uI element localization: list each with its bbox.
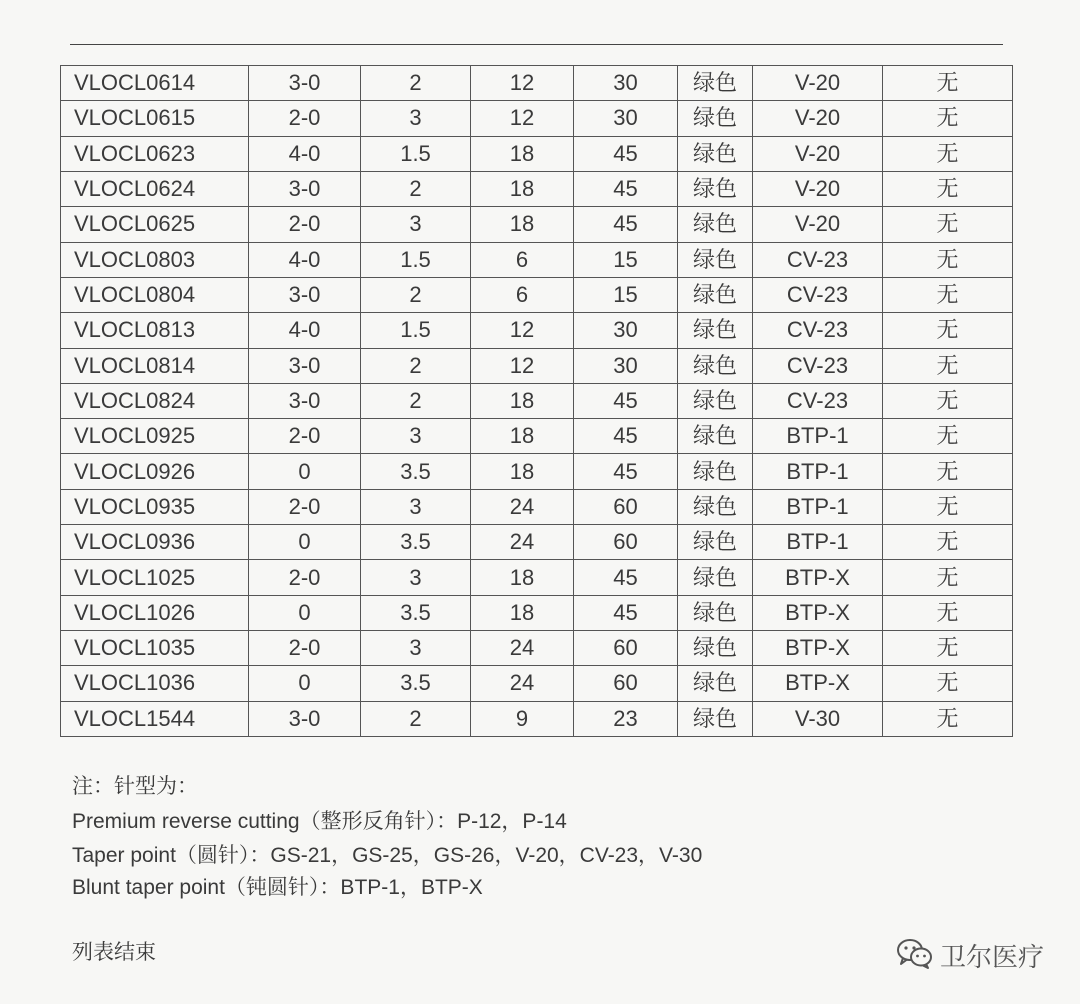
product-code-cell: VLOCL0935 bbox=[61, 489, 249, 524]
table-row bbox=[61, 348, 1013, 383]
usp-size-cell: 4-0 bbox=[249, 313, 361, 348]
needle-type-cell: CV-23 bbox=[753, 242, 883, 277]
note-line-cutting: Premium reverse cutting（整形反角针）：P-12，P-14 bbox=[72, 810, 567, 833]
value-cell-4: 18 bbox=[471, 136, 574, 171]
color-cell: 绿色 bbox=[678, 595, 753, 630]
needle-type-cell: CV-23 bbox=[753, 383, 883, 418]
value-cell-5: 45 bbox=[574, 136, 678, 171]
table-row bbox=[61, 242, 1013, 277]
value-cell-4: 18 bbox=[471, 171, 574, 206]
table-row bbox=[61, 313, 1013, 348]
value-cell-4: 18 bbox=[471, 419, 574, 454]
product-code-cell: VLOCL0623 bbox=[61, 136, 249, 171]
table-row bbox=[61, 277, 1013, 312]
product-table bbox=[60, 65, 1013, 737]
value-cell-5: 60 bbox=[574, 489, 678, 524]
usp-size-cell: 3-0 bbox=[249, 383, 361, 418]
value-cell-8: 无 bbox=[883, 277, 1013, 312]
table-row bbox=[61, 419, 1013, 454]
color-cell: 绿色 bbox=[678, 348, 753, 383]
metric-size-cell: 3.5 bbox=[361, 525, 471, 560]
value-cell-8: 无 bbox=[883, 631, 1013, 666]
color-cell: 绿色 bbox=[678, 207, 753, 242]
value-cell-5: 45 bbox=[574, 207, 678, 242]
usp-size-cell: 2-0 bbox=[249, 419, 361, 454]
value-cell-4: 18 bbox=[471, 560, 574, 595]
usp-size-cell: 3-0 bbox=[249, 171, 361, 206]
value-cell-4: 18 bbox=[471, 595, 574, 630]
usp-size-cell: 2-0 bbox=[249, 101, 361, 136]
note-line-taper: Taper point（圆针）：GS-21，GS-25，GS-26，V-20，CV-23，V-30 bbox=[72, 844, 703, 867]
needle-type-cell: BTP-1 bbox=[753, 489, 883, 524]
color-cell: 绿色 bbox=[678, 525, 753, 560]
metric-size-cell: 2 bbox=[361, 277, 471, 312]
value-cell-5: 45 bbox=[574, 560, 678, 595]
color-cell: 绿色 bbox=[678, 242, 753, 277]
value-cell-8: 无 bbox=[883, 454, 1013, 489]
table-body bbox=[61, 66, 1013, 737]
usp-size-cell: 0 bbox=[249, 525, 361, 560]
metric-size-cell: 3 bbox=[361, 101, 471, 136]
value-cell-8: 无 bbox=[883, 383, 1013, 418]
value-cell-5: 60 bbox=[574, 666, 678, 701]
needle-type-cell: CV-23 bbox=[753, 348, 883, 383]
value-cell-5: 15 bbox=[574, 277, 678, 312]
value-cell-8: 无 bbox=[883, 348, 1013, 383]
value-cell-5: 30 bbox=[574, 66, 678, 101]
value-cell-8: 无 bbox=[883, 242, 1013, 277]
color-cell: 绿色 bbox=[678, 454, 753, 489]
usp-size-cell: 2-0 bbox=[249, 489, 361, 524]
needle-type-cell: BTP-X bbox=[753, 631, 883, 666]
value-cell-8: 无 bbox=[883, 136, 1013, 171]
color-cell: 绿色 bbox=[678, 277, 753, 312]
value-cell-5: 30 bbox=[574, 348, 678, 383]
table-row bbox=[61, 454, 1013, 489]
metric-size-cell: 3 bbox=[361, 489, 471, 524]
product-code-cell: VLOCL0813 bbox=[61, 313, 249, 348]
metric-size-cell: 1.5 bbox=[361, 136, 471, 171]
value-cell-4: 6 bbox=[471, 242, 574, 277]
product-code-cell: VLOCL0804 bbox=[61, 277, 249, 312]
value-cell-4: 18 bbox=[471, 207, 574, 242]
value-cell-8: 无 bbox=[883, 666, 1013, 701]
product-code-cell: VLOCL0614 bbox=[61, 66, 249, 101]
value-cell-5: 30 bbox=[574, 101, 678, 136]
usp-size-cell: 0 bbox=[249, 595, 361, 630]
value-cell-4: 24 bbox=[471, 666, 574, 701]
usp-size-cell: 4-0 bbox=[249, 242, 361, 277]
needle-type-cell: CV-23 bbox=[753, 277, 883, 312]
product-code-cell: VLOCL0824 bbox=[61, 383, 249, 418]
value-cell-5: 60 bbox=[574, 525, 678, 560]
metric-size-cell: 3 bbox=[361, 560, 471, 595]
usp-size-cell: 2-0 bbox=[249, 631, 361, 666]
watermark-text: 卫尔医疗 bbox=[940, 941, 1045, 972]
table-row bbox=[61, 136, 1013, 171]
usp-size-cell: 2-0 bbox=[249, 560, 361, 595]
color-cell: 绿色 bbox=[678, 171, 753, 206]
product-code-cell: VLOCL0625 bbox=[61, 207, 249, 242]
product-code-cell: VLOCL0925 bbox=[61, 419, 249, 454]
value-cell-8: 无 bbox=[883, 207, 1013, 242]
product-code-cell: VLOCL1026 bbox=[61, 595, 249, 630]
table-row bbox=[61, 66, 1013, 101]
value-cell-4: 24 bbox=[471, 525, 574, 560]
usp-size-cell: 3-0 bbox=[249, 348, 361, 383]
color-cell: 绿色 bbox=[678, 383, 753, 418]
value-cell-8: 无 bbox=[883, 489, 1013, 524]
metric-size-cell: 2 bbox=[361, 348, 471, 383]
usp-size-cell: 3-0 bbox=[249, 701, 361, 736]
usp-size-cell: 3-0 bbox=[249, 66, 361, 101]
table-row bbox=[61, 701, 1013, 736]
product-code-cell: VLOCL0926 bbox=[61, 454, 249, 489]
value-cell-8: 无 bbox=[883, 595, 1013, 630]
needle-type-cell: BTP-X bbox=[753, 666, 883, 701]
list-end-text: 列表结束 bbox=[72, 941, 156, 964]
value-cell-8: 无 bbox=[883, 701, 1013, 736]
value-cell-5: 45 bbox=[574, 595, 678, 630]
product-code-cell: VLOCL0936 bbox=[61, 525, 249, 560]
usp-size-cell: 0 bbox=[249, 454, 361, 489]
metric-size-cell: 2 bbox=[361, 66, 471, 101]
metric-size-cell: 2 bbox=[361, 701, 471, 736]
color-cell: 绿色 bbox=[678, 66, 753, 101]
value-cell-4: 24 bbox=[471, 631, 574, 666]
table-row bbox=[61, 383, 1013, 418]
value-cell-4: 9 bbox=[471, 701, 574, 736]
value-cell-5: 60 bbox=[574, 631, 678, 666]
table-row bbox=[61, 207, 1013, 242]
notes-heading: 注：针型为： bbox=[72, 775, 198, 798]
value-cell-5: 45 bbox=[574, 383, 678, 418]
note-line-blunt: Blunt taper point（钝圆针）：BTP-1，BTP-X bbox=[72, 876, 483, 899]
value-cell-4: 12 bbox=[471, 313, 574, 348]
watermark bbox=[896, 938, 1044, 975]
value-cell-5: 30 bbox=[574, 313, 678, 348]
value-cell-8: 无 bbox=[883, 171, 1013, 206]
value-cell-8: 无 bbox=[883, 313, 1013, 348]
value-cell-5: 45 bbox=[574, 454, 678, 489]
needle-type-cell: CV-23 bbox=[753, 313, 883, 348]
product-code-cell: VLOCL1544 bbox=[61, 701, 249, 736]
needle-type-cell: V-20 bbox=[753, 136, 883, 171]
color-cell: 绿色 bbox=[678, 631, 753, 666]
needle-type-cell: V-30 bbox=[753, 701, 883, 736]
needle-type-cell: BTP-X bbox=[753, 560, 883, 595]
usp-size-cell: 2-0 bbox=[249, 207, 361, 242]
table-row bbox=[61, 101, 1013, 136]
metric-size-cell: 3 bbox=[361, 419, 471, 454]
product-code-cell: VLOCL0624 bbox=[61, 171, 249, 206]
value-cell-8: 无 bbox=[883, 419, 1013, 454]
table-row bbox=[61, 631, 1013, 666]
color-cell: 绿色 bbox=[678, 136, 753, 171]
needle-type-cell: V-20 bbox=[753, 171, 883, 206]
value-cell-4: 6 bbox=[471, 277, 574, 312]
color-cell: 绿色 bbox=[678, 560, 753, 595]
color-cell: 绿色 bbox=[678, 313, 753, 348]
table-row bbox=[61, 171, 1013, 206]
color-cell: 绿色 bbox=[678, 419, 753, 454]
metric-size-cell: 2 bbox=[361, 171, 471, 206]
table-row bbox=[61, 666, 1013, 701]
needle-type-cell: BTP-X bbox=[753, 595, 883, 630]
value-cell-5: 23 bbox=[574, 701, 678, 736]
value-cell-4: 18 bbox=[471, 454, 574, 489]
value-cell-5: 15 bbox=[574, 242, 678, 277]
needle-type-cell: V-20 bbox=[753, 66, 883, 101]
table-row bbox=[61, 525, 1013, 560]
value-cell-8: 无 bbox=[883, 101, 1013, 136]
value-cell-8: 无 bbox=[883, 560, 1013, 595]
usp-size-cell: 0 bbox=[249, 666, 361, 701]
table-row bbox=[61, 489, 1013, 524]
needle-type-cell: V-20 bbox=[753, 101, 883, 136]
color-cell: 绿色 bbox=[678, 701, 753, 736]
table-row bbox=[61, 595, 1013, 630]
metric-size-cell: 3.5 bbox=[361, 454, 471, 489]
value-cell-4: 18 bbox=[471, 383, 574, 418]
top-rule bbox=[70, 44, 1003, 45]
metric-size-cell: 1.5 bbox=[361, 313, 471, 348]
value-cell-4: 24 bbox=[471, 489, 574, 524]
value-cell-5: 45 bbox=[574, 171, 678, 206]
value-cell-8: 无 bbox=[883, 525, 1013, 560]
usp-size-cell: 3-0 bbox=[249, 277, 361, 312]
value-cell-4: 12 bbox=[471, 101, 574, 136]
color-cell: 绿色 bbox=[678, 101, 753, 136]
metric-size-cell: 1.5 bbox=[361, 242, 471, 277]
metric-size-cell: 3 bbox=[361, 207, 471, 242]
product-code-cell: VLOCL1035 bbox=[61, 631, 249, 666]
product-code-cell: VLOCL0803 bbox=[61, 242, 249, 277]
value-cell-4: 12 bbox=[471, 66, 574, 101]
color-cell: 绿色 bbox=[678, 489, 753, 524]
value-cell-8: 无 bbox=[883, 66, 1013, 101]
product-code-cell: VLOCL1036 bbox=[61, 666, 249, 701]
usp-size-cell: 4-0 bbox=[249, 136, 361, 171]
metric-size-cell: 3 bbox=[361, 631, 471, 666]
value-cell-4: 12 bbox=[471, 348, 574, 383]
needle-type-cell: BTP-1 bbox=[753, 525, 883, 560]
metric-size-cell: 2 bbox=[361, 383, 471, 418]
metric-size-cell: 3.5 bbox=[361, 595, 471, 630]
needle-type-cell: V-20 bbox=[753, 207, 883, 242]
product-code-cell: VLOCL0814 bbox=[61, 348, 249, 383]
product-code-cell: VLOCL1025 bbox=[61, 560, 249, 595]
metric-size-cell: 3.5 bbox=[361, 666, 471, 701]
color-cell: 绿色 bbox=[678, 666, 753, 701]
value-cell-5: 45 bbox=[574, 419, 678, 454]
needle-type-cell: BTP-1 bbox=[753, 454, 883, 489]
needle-type-cell: BTP-1 bbox=[753, 419, 883, 454]
wechat-icon bbox=[896, 938, 934, 975]
product-code-cell: VLOCL0615 bbox=[61, 101, 249, 136]
table-row bbox=[61, 560, 1013, 595]
